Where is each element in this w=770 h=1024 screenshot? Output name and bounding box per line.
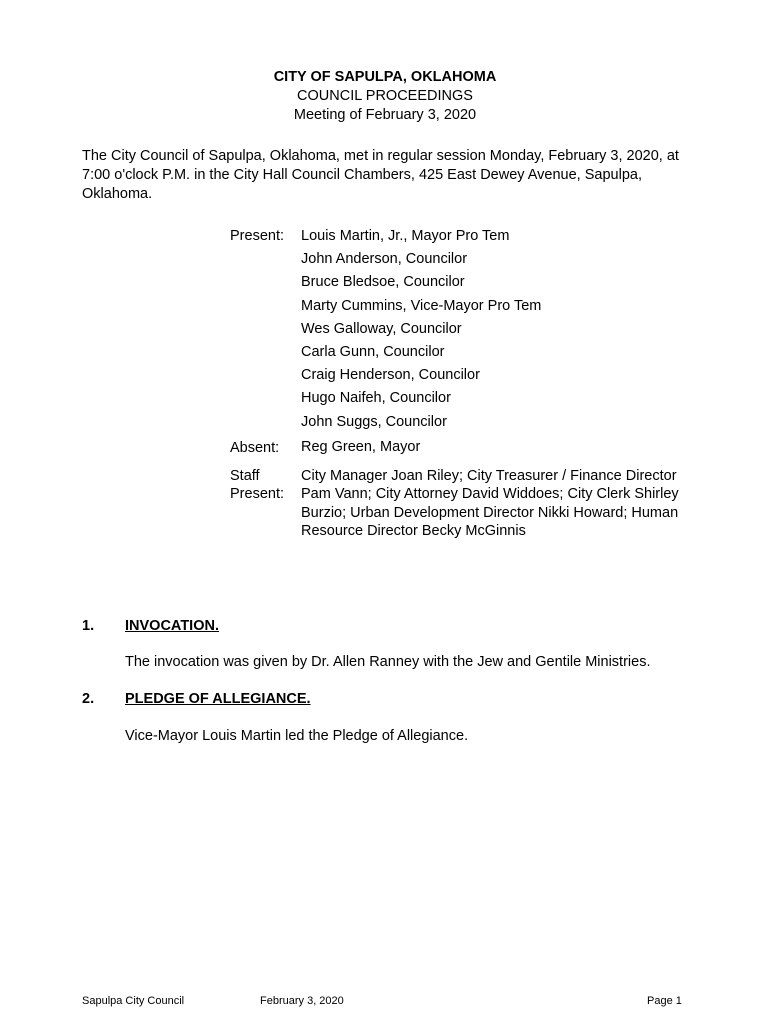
present-list [301, 227, 541, 436]
present-member: Louis Martin, Jr., Mayor Pro Tem [301, 228, 510, 244]
section-number: 2. [82, 691, 95, 707]
footer-left: Sapulpa City Council [82, 995, 185, 1007]
section-number: 1. [82, 618, 95, 634]
present-member: Craig Henderson, Councilor [301, 367, 480, 384]
present-member: Carla Gunn, Councilor [301, 343, 445, 360]
section-body-pledge: Vice-Mayor Louis Martin led the Pledge of Allegiance. [125, 728, 469, 744]
section-title-pledge: PLEDGE OF ALLEGIANCE. [125, 691, 311, 707]
staff-label-line1: Staff [230, 468, 260, 484]
present-member: Bruce Bledsoe, Councilor [301, 274, 465, 291]
absent-member: Reg Green, Mayor [301, 439, 421, 455]
present-member: Marty Cummins, Vice-Mayor Pro Tem [301, 297, 542, 314]
present-member: John Suggs, Councilor [301, 413, 447, 430]
intro-paragraph: The City Council of Sapulpa, Oklahoma, met in regular session Monday, February 3, 2020, at 7:00 o'clock P.M. in the City Hall Council Chambers, 425 East Dewey Avenue, Sapulpa, Oklahoma. [82, 148, 679, 202]
proceedings-title: COUNCIL PROCEEDINGS [297, 88, 473, 104]
present-member: Wes Galloway, Councilor [301, 320, 462, 337]
staff-present-list: City Manager Joan Riley; City Treasurer / Finance Director Pam Vann; City Attorney David Widdoes; City Clerk Shirley Burzio; Urban Development Director Nikki Howard; Human Resource Director Becky McGinnis [301, 468, 679, 539]
footer-page-number: Page 1 [647, 995, 682, 1007]
city-title: CITY OF SAPULPA, OKLAHOMA [273, 69, 497, 85]
absent-label: Absent: [230, 440, 280, 456]
meeting-date: Meeting of February 3, 2020 [293, 107, 477, 123]
present-member: John Anderson, Councilor [301, 251, 468, 268]
footer-date: February 3, 2020 [260, 995, 344, 1007]
section-body-invocation: The invocation was given by Dr. Allen Ranney with the Jew and Gentile Ministries. [125, 654, 651, 670]
present-member: Hugo Naifeh, Councilor [301, 390, 451, 407]
present-label: Present: [230, 228, 284, 244]
staff-label-line2: Present: [230, 486, 284, 502]
section-title-invocation: INVOCATION. [125, 618, 219, 634]
